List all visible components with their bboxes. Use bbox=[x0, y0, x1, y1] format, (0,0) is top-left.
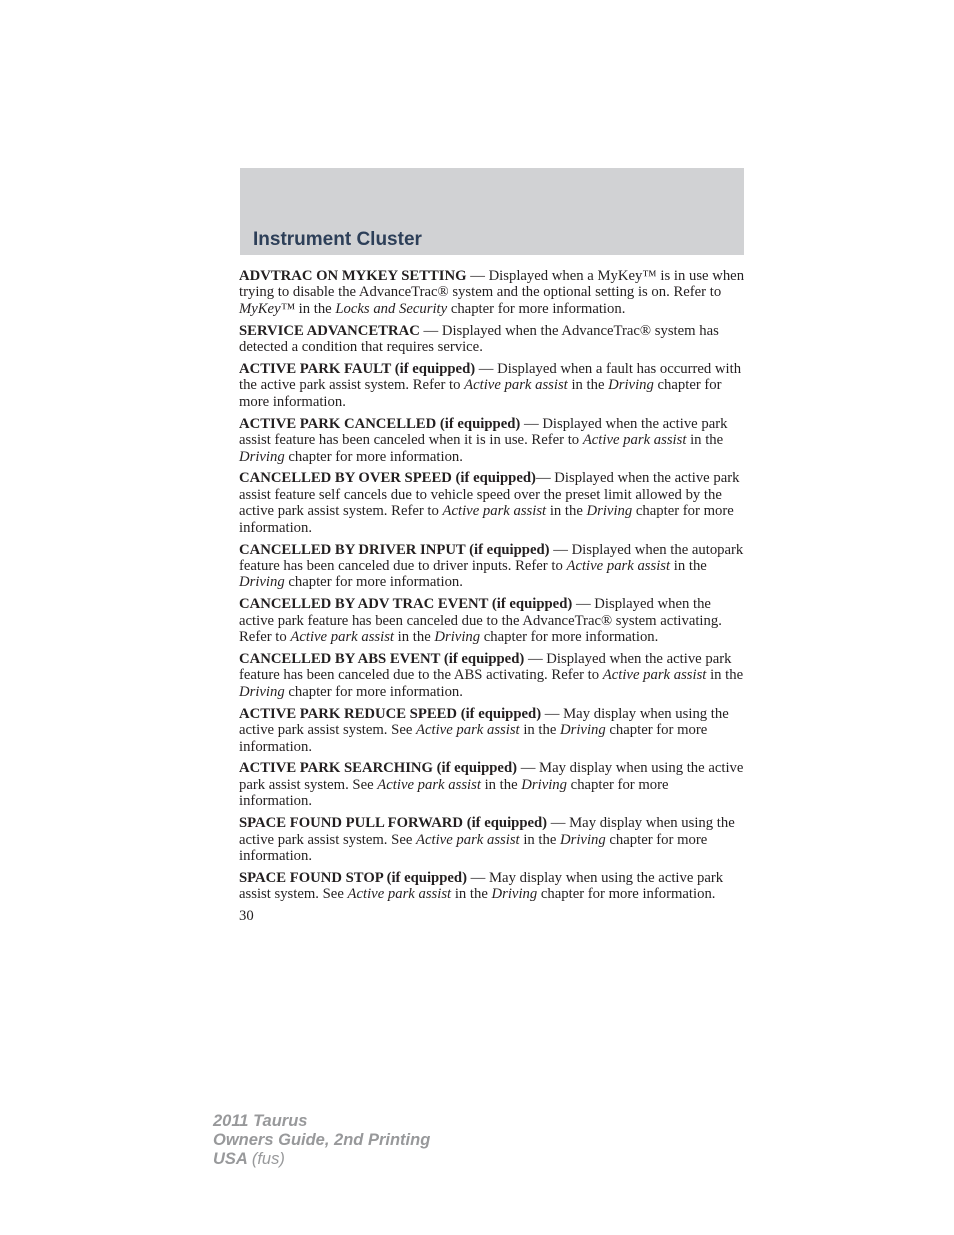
message-entry bbox=[239, 596, 745, 645]
message-term: ACTIVE PARK CANCELLED (if equipped) bbox=[239, 415, 521, 432]
message-description: chapter for more information. bbox=[239, 377, 722, 410]
message-entry bbox=[239, 651, 745, 700]
reference-title: Driving bbox=[560, 722, 606, 739]
message-list bbox=[239, 268, 745, 903]
message-term: SPACE FOUND STOP (if equipped) bbox=[239, 869, 467, 886]
footer-region-line bbox=[213, 1150, 430, 1169]
message-description: chapter for more information. bbox=[480, 629, 659, 646]
message-description: in the bbox=[706, 667, 744, 684]
message-description: — May display when using the active park assist system. See bbox=[239, 705, 729, 739]
message-description: in the bbox=[519, 722, 561, 739]
reference-title: Active park assist bbox=[416, 831, 520, 848]
message-description: chapter for more information. bbox=[239, 503, 734, 536]
message-term: ACTIVE PARK SEARCHING (if equipped) bbox=[239, 760, 518, 777]
message-term: CANCELLED BY OVER SPEED (if equipped) bbox=[239, 470, 536, 487]
reference-title: Active park assist bbox=[290, 629, 394, 646]
reference-title: Driving bbox=[434, 629, 481, 646]
message-description: — Displayed when a fault has occurred with the active park assist system. Refer to bbox=[239, 361, 742, 394]
reference-title: Driving bbox=[239, 448, 285, 465]
message-entry bbox=[239, 323, 745, 356]
reference-title: Active park assist bbox=[442, 503, 547, 520]
message-entry bbox=[239, 268, 745, 317]
message-entry bbox=[239, 542, 745, 591]
message-description: — Displayed when the active park feature has been canceled due to the AdvanceTrac® system activating. Refer to bbox=[239, 596, 722, 646]
message-description: — Displayed when the active park feature has been canceled due to the ABS activating. Refer to bbox=[239, 651, 732, 684]
reference-title: Driving bbox=[586, 503, 633, 520]
footer-guide-line: Owners Guide, 2nd Printing bbox=[213, 1131, 431, 1149]
page-number: 30 bbox=[239, 908, 254, 925]
message-term: SERVICE ADVANCETRAC bbox=[239, 322, 420, 339]
reference-title: Driving bbox=[239, 683, 285, 700]
message-description: chapter for more information. bbox=[239, 722, 708, 755]
reference-title: Driving bbox=[608, 377, 654, 394]
message-term: CANCELLED BY ADV TRAC EVENT (if equipped) bbox=[239, 596, 573, 613]
reference-title: Active park assist bbox=[377, 776, 481, 793]
reference-title: MyKey™ bbox=[239, 300, 295, 317]
message-description: — Displayed when the autopark feature has been canceled due to driver inputs. Refer to bbox=[239, 541, 744, 574]
message-description: in the bbox=[294, 300, 336, 317]
message-description: chapter for more information. bbox=[284, 574, 463, 591]
message-description: — Displayed when the AdvanceTrac® system has detected a condition that requires service. bbox=[239, 322, 719, 356]
message-description: chapter for more information. bbox=[537, 886, 716, 903]
message-term: ACTIVE PARK REDUCE SPEED (if equipped) bbox=[239, 705, 542, 722]
message-term: SPACE FOUND PULL FORWARD (if equipped) bbox=[239, 815, 548, 832]
footer-model-line: 2011 Taurus bbox=[213, 1112, 308, 1130]
message-description: — Displayed when the active park assist feature has been canceled when it is in use. Refer to bbox=[239, 415, 728, 449]
message-description: — Displayed when a MyKey™ is in use when trying to disable the AdvanceTrac® system and the optional setting is on. Refer to bbox=[239, 268, 745, 301]
message-description: in the bbox=[519, 831, 561, 848]
message-description: in the bbox=[451, 886, 492, 903]
document-footer bbox=[213, 1112, 430, 1169]
message-description: — May display when using the active park assist system. See bbox=[239, 869, 724, 903]
message-entry bbox=[239, 361, 745, 410]
message-description: chapter for more information. bbox=[239, 776, 669, 810]
message-entry bbox=[239, 706, 745, 755]
reference-title: Active park assist bbox=[464, 377, 568, 394]
reference-title: Active park assist bbox=[582, 432, 687, 449]
section-header-band bbox=[240, 168, 744, 255]
reference-title: Active park assist bbox=[566, 558, 671, 574]
message-entry bbox=[239, 760, 745, 809]
message-description: — May display when using the active park assist system. See bbox=[239, 815, 735, 848]
message-description: — Displayed when the active park assist feature self cancels due to vehicle speed over the preset limit allowed by the active park assist system. Refer to bbox=[239, 470, 740, 520]
message-entry bbox=[239, 470, 745, 536]
message-description: in the bbox=[546, 503, 587, 520]
message-description: chapter for more information. bbox=[447, 300, 626, 317]
message-entry bbox=[239, 870, 745, 903]
reference-title: Driving bbox=[560, 831, 606, 848]
message-term: ACTIVE PARK FAULT (if equipped) bbox=[239, 361, 476, 378]
reference-title: Driving bbox=[521, 776, 567, 793]
reference-title: Locks and Security bbox=[335, 300, 448, 317]
main-content bbox=[239, 268, 745, 924]
reference-title: Active park assist bbox=[347, 886, 452, 903]
reference-title: Active park assist bbox=[602, 667, 707, 684]
footer-region-code: (fus) bbox=[251, 1150, 285, 1168]
message-description: chapter for more information. bbox=[284, 448, 463, 465]
footer-region: USA bbox=[213, 1150, 248, 1168]
message-description: in the bbox=[480, 776, 522, 793]
reference-title: Driving bbox=[491, 886, 538, 903]
reference-title: Driving bbox=[239, 574, 285, 591]
message-description: in the bbox=[670, 558, 707, 574]
message-description: in the bbox=[567, 377, 609, 394]
message-description: in the bbox=[394, 629, 435, 646]
message-description: chapter for more information. bbox=[284, 683, 463, 700]
message-description: in the bbox=[686, 432, 724, 449]
message-description: chapter for more information. bbox=[239, 831, 708, 864]
message-entry bbox=[239, 815, 745, 864]
message-term: CANCELLED BY DRIVER INPUT (if equipped) bbox=[239, 541, 550, 558]
message-term: ADVTRAC ON MYKEY SETTING bbox=[239, 268, 467, 284]
message-entry bbox=[239, 416, 745, 465]
reference-title: Active park assist bbox=[416, 722, 520, 739]
message-term: CANCELLED BY ABS EVENT (if equipped) bbox=[239, 651, 525, 668]
section-title: Instrument Cluster bbox=[253, 229, 422, 250]
message-description: — May display when using the active park assist system. See bbox=[239, 760, 744, 793]
